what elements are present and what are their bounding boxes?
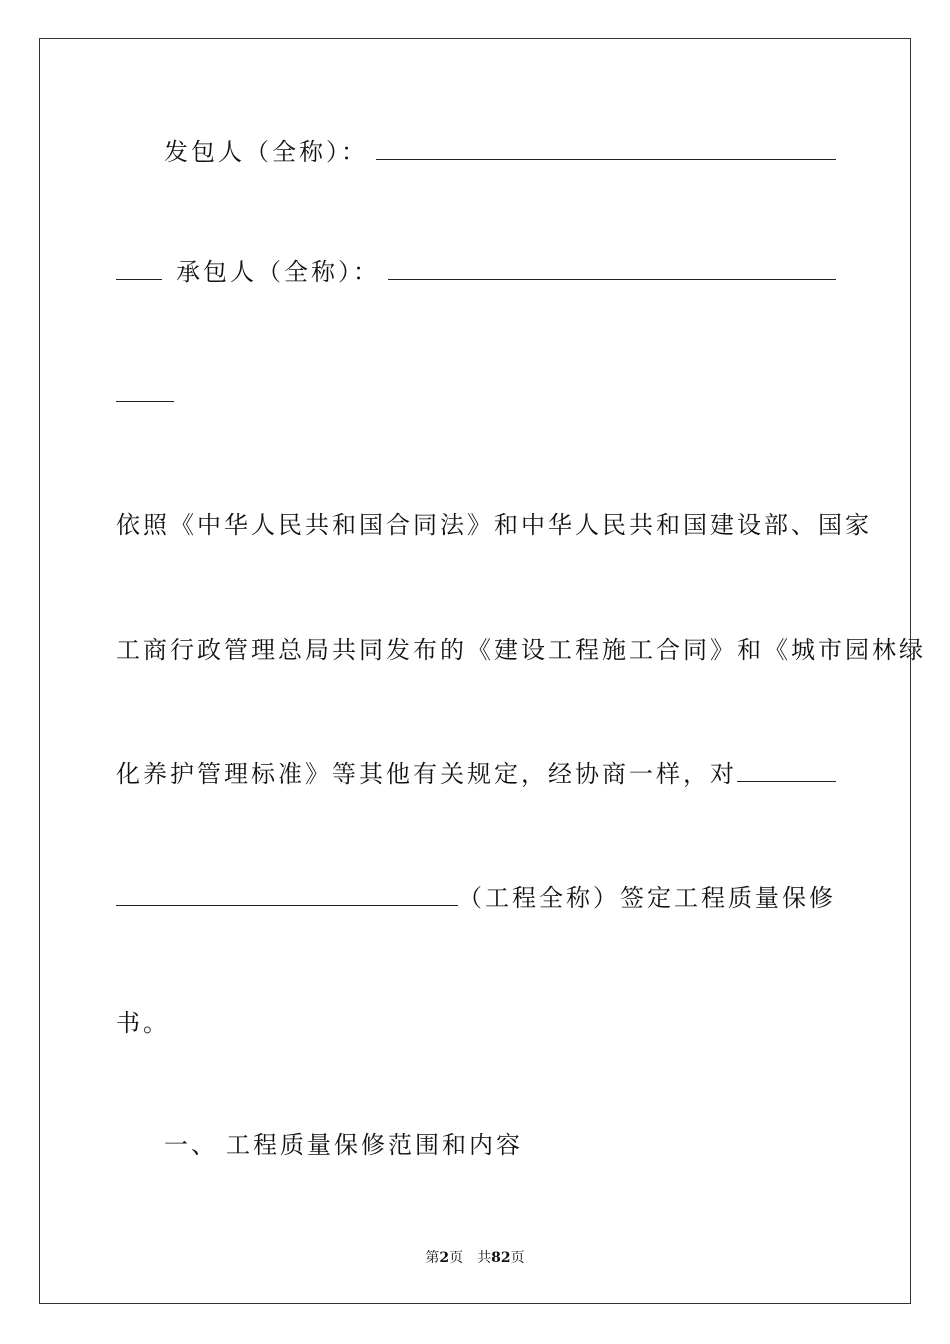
employer-name-field[interactable] xyxy=(376,158,836,160)
page-current: 2 xyxy=(439,1250,450,1266)
page-footer xyxy=(0,1247,950,1267)
paragraph-line-2 xyxy=(116,633,926,665)
paragraph-line-4 xyxy=(116,881,836,913)
employer-name-field-continued[interactable] xyxy=(116,278,162,280)
page-total: 82 xyxy=(491,1250,511,1266)
page-prefix: 第 xyxy=(425,1250,440,1266)
contractor-blank-line xyxy=(116,377,836,409)
page-border xyxy=(39,38,911,1304)
paragraph-line-3 xyxy=(116,757,836,789)
paragraph-text: 化养护管理标准》等其他有关规定，经协商一样，对 xyxy=(116,760,737,788)
contractor-line xyxy=(116,255,836,287)
section-number: 一、 xyxy=(164,1131,218,1159)
paragraph-line-1 xyxy=(116,508,872,540)
contractor-label: 承包人（全称）： xyxy=(176,258,380,286)
employer-label: 发包人（全称）： xyxy=(164,138,368,166)
contractor-name-field[interactable] xyxy=(388,278,836,280)
contractor-name-field-continued[interactable] xyxy=(116,400,174,402)
paragraph-text: 工商行政管理总局共同发布的《建设工程施工合同》和《城市园林绿 xyxy=(116,636,926,664)
page-mid: 页 共 xyxy=(449,1250,492,1266)
paragraph-text: （工程全称）签定工程质量保修 xyxy=(458,884,836,912)
page-suffix: 页 xyxy=(510,1250,525,1266)
project-name-field-continued[interactable] xyxy=(116,904,458,906)
paragraph-text: 书。 xyxy=(116,1009,170,1037)
section-title: 工程质量保修范围和内容 xyxy=(226,1131,523,1159)
paragraph-line-5 xyxy=(116,1006,836,1038)
employer-line xyxy=(116,135,836,167)
project-name-field[interactable] xyxy=(737,780,836,782)
paragraph-text: 依照《中华人民共和国合同法》和中华人民共和国建设部、国家 xyxy=(116,511,872,539)
section-heading xyxy=(116,1128,836,1160)
